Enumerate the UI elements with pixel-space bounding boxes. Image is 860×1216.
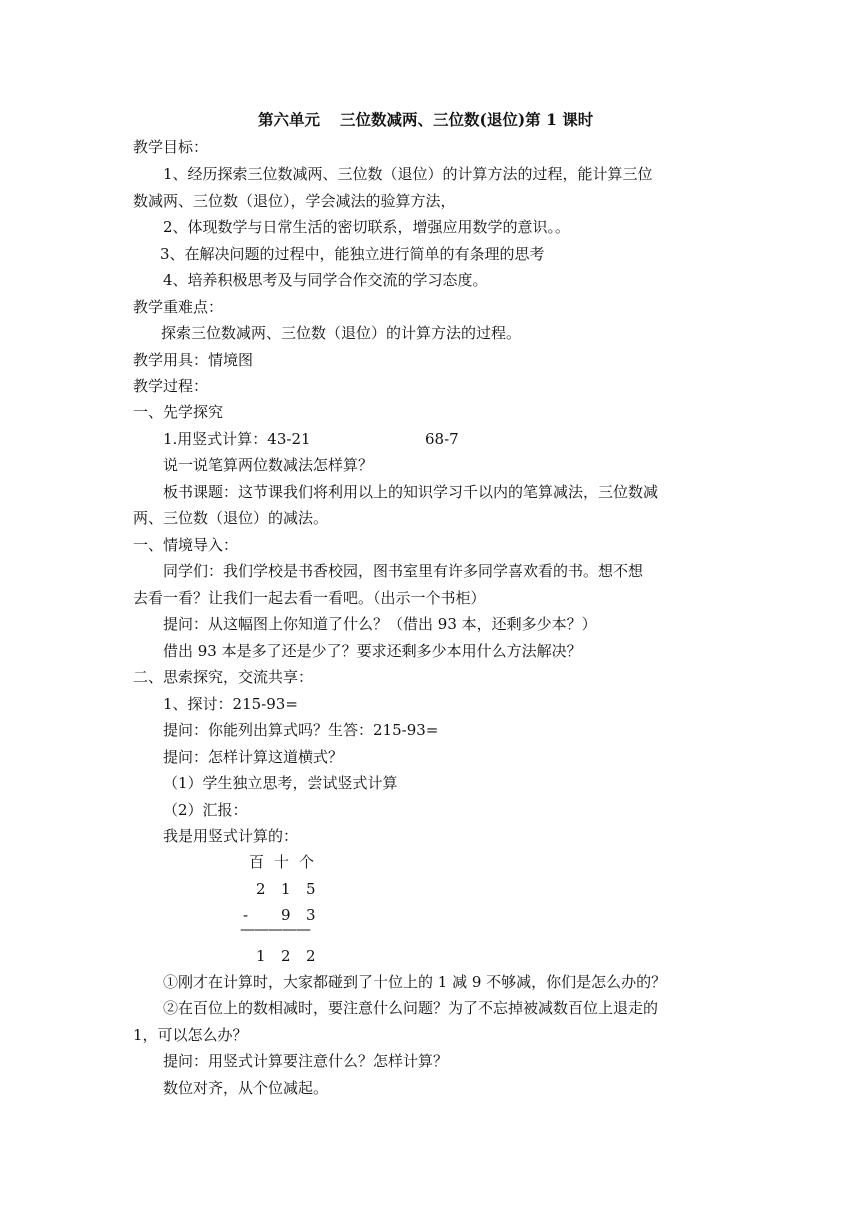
- result-tens: 2: [281, 947, 291, 965]
- step-1: （1）学生独立思考，尝试竖式计算: [163, 774, 398, 792]
- minuend-ones: 5: [306, 880, 316, 898]
- note-2-line2: 1，可以怎么办？: [133, 1026, 248, 1044]
- objective-2: 2、体现数学与日常生活的密切联系，增强应用数学的意识。。: [163, 218, 571, 236]
- section2-heading: 一、情境导入：: [133, 536, 239, 554]
- scene-line2: 去看一看？让我们一起去看一看吧。（出示一个书柜）: [133, 589, 486, 607]
- exercise-b: 68-7: [425, 430, 459, 448]
- materials: 教学用具：情境图: [133, 351, 254, 369]
- note-2-line1: ②在百位上的数相减时，要注意什么问题？为了不忘掉被减数百位上退走的: [163, 999, 659, 1017]
- subtrahend-ones: 3: [306, 906, 316, 924]
- objectives-heading: 教学目标：: [133, 138, 209, 156]
- calc-intro: 我是用竖式计算的：: [163, 827, 299, 845]
- place-header-tens: 十: [274, 853, 290, 871]
- result-ones: 2: [306, 947, 316, 965]
- scene-line3: 提问：从这幅图上你知道了什么？（借出 93 本，还剩多少本？）: [163, 615, 597, 633]
- place-header-ones: 个: [299, 853, 315, 871]
- place-header-hundreds: 百: [249, 853, 265, 871]
- board-title-line2: 两、三位数（退位）的减法。: [133, 509, 329, 527]
- calc-rule: —————: [240, 920, 310, 938]
- page-title: [258, 110, 593, 130]
- question-2: 提问：怎样计算这道横式？: [163, 748, 344, 766]
- section1-heading: 一、先学探究: [133, 403, 224, 421]
- process-heading: 教学过程：: [133, 377, 209, 395]
- exercise-a: 1.用竖式计算：43-21: [163, 430, 311, 448]
- step-2: （2）汇报：: [163, 801, 248, 819]
- note-1: ①刚才在计算时，大家都碰到了十位上的 1 减 9 不够减，你们是怎么办的？: [163, 973, 667, 991]
- objective-1-line2: 数减两、三位数（退位），学会减法的验算方法，: [133, 192, 456, 210]
- board-title-line1: 板书课题：这节课我们将利用以上的知识学习千以内的笔算减法，三位数减: [163, 483, 659, 501]
- key-points-text: 探索三位数减两、三位数（退位）的计算方法的过程。: [161, 324, 522, 342]
- key-points-heading: 教学重难点：: [133, 298, 224, 316]
- title-unit: 第六单元: [258, 110, 321, 129]
- minus-sign: -: [243, 906, 249, 924]
- objective-4: 4、培养积极思考及与同学合作交流的学习态度。: [163, 271, 488, 289]
- question-1: 提问：你能列出算式吗？生答：215-93=: [163, 721, 439, 739]
- minuend-hundreds: 2: [256, 880, 266, 898]
- title-topic: 三位数减两、三位数(退位)第 1 课时: [340, 110, 594, 129]
- objective-1-line1: 1、经历探索三位数减两、三位数（退位）的计算方法的过程，能计算三位: [163, 165, 653, 183]
- subtrahend-tens: 9: [281, 906, 291, 924]
- say-prompt: 说一说笔算两位数减法怎样算？: [163, 456, 374, 474]
- minuend-tens: 1: [281, 880, 291, 898]
- scene-line4: 借出 93 本是多了还是少了？要求还剩多少本用什么方法解决？: [163, 642, 582, 660]
- answer: 数位对齐，从个位减起。: [163, 1079, 329, 1097]
- section3-heading: 二、思索探究，交流共享：: [133, 668, 314, 686]
- question-3: 提问：用竖式计算要注意什么？怎样计算？: [163, 1052, 449, 1070]
- result-hundreds: 1: [256, 947, 266, 965]
- scene-line1: 同学们：我们学校是书香校园，图书室里有许多同学喜欢看的书。想不想: [163, 562, 644, 580]
- discuss-line: 1、探讨：215-93=: [163, 695, 298, 713]
- objective-3: 3、在解决问题的过程中，能独立进行简单的有条理的思考: [160, 245, 545, 263]
